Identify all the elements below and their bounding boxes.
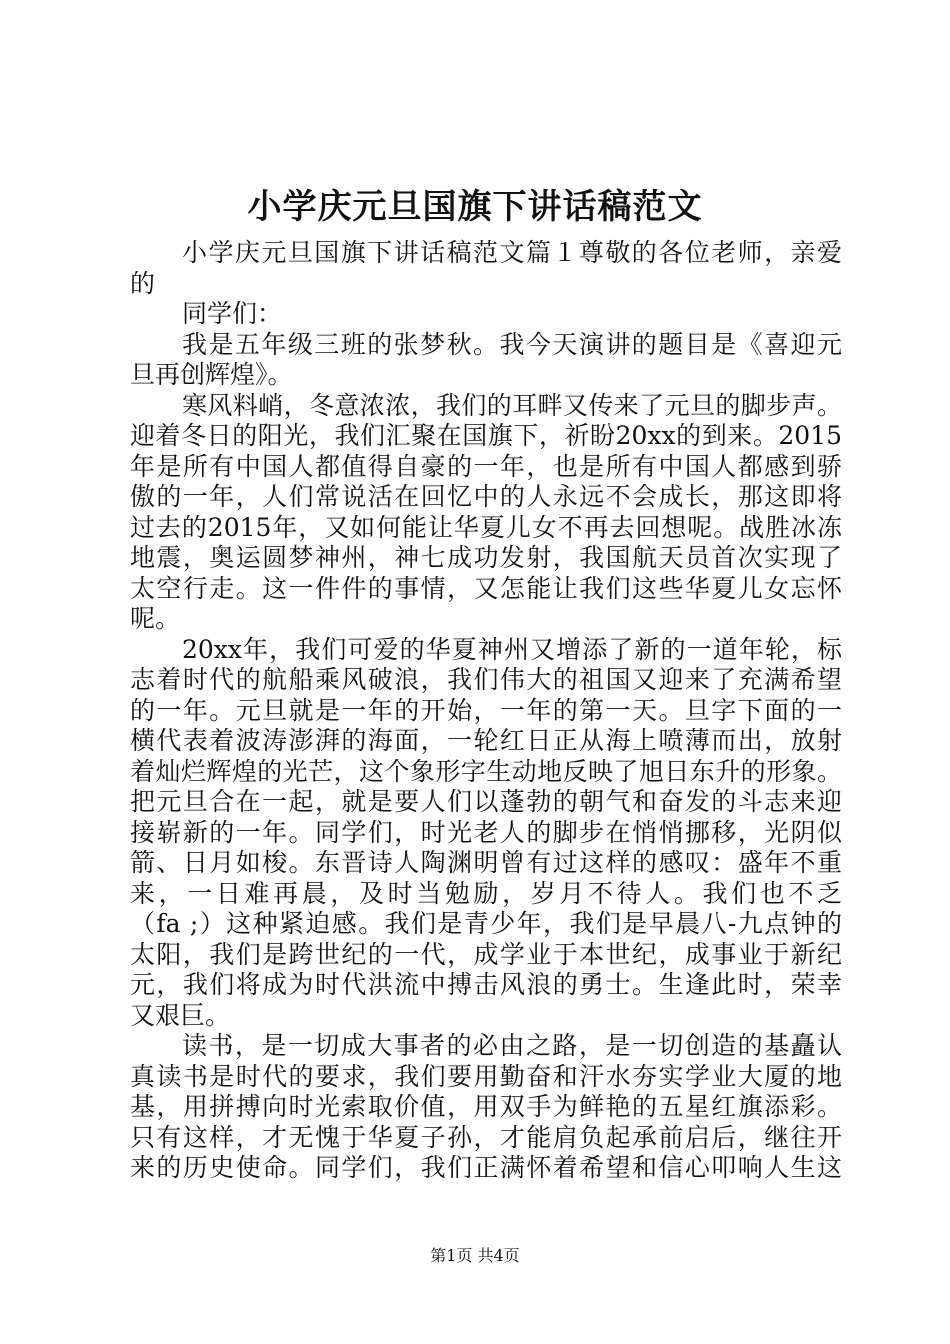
- text-line: 又艰巨。: [130, 1000, 231, 1030]
- paragraph-5: [130, 635, 842, 1032]
- text-line: 同学们：: [182, 299, 283, 328]
- text-line: 寒风料峭，冬意浓浓，我们的耳畔又传来了元旦的脚步声。: [182, 390, 842, 420]
- text-line: 我是五年级三班的张梦秋。我今天演讲的题目是《喜迎元: [182, 329, 842, 359]
- paragraph-3: [130, 330, 842, 391]
- text-line: 太阳，我们是跨世纪的一代，成学业于本世纪，成事业于新纪: [130, 939, 842, 969]
- text-line: 小学庆元旦国旗下讲话稿范文篇１尊敬的各位老师，亲爱: [182, 238, 842, 267]
- text-line: 元，我们将成为时代洪流中搏击风浪的勇士。生逢此时，荣幸: [130, 970, 842, 999]
- text-line: 接崭新的一年。同学们，时光老人的脚步在悄悄挪移，光阴似: [130, 817, 842, 847]
- text-line: 过去的2015年，又如何能让华夏儿女不再去回想呢。战胜冰冻: [130, 512, 842, 542]
- text-line: （fa ;）这种紧迫感。我们是青少年，我们是早晨八-九点钟的: [130, 909, 842, 938]
- text-line: 迎着冬日的阳光，我们汇聚在国旗下，祈盼20xx的到来。2015: [130, 421, 842, 450]
- document-body: [130, 238, 842, 1184]
- text-line: 只有这样，才无愧于华夏子孙，才能肩负起承前启后，继往开: [130, 1122, 842, 1152]
- text-line: 地震，奥运圆梦神州，神七成功发射，我国航天员首次实现了: [130, 543, 842, 572]
- text-line: 基，用拼搏向时光索取价值，用双手为鲜艳的五星红旗添彩。: [130, 1092, 842, 1121]
- text-line: 傲的一年，人们常说活在回忆中的人永远不会成长，那这即将: [130, 482, 842, 511]
- text-line: 的一年。元旦就是一年的开始，一年的第一天。旦字下面的一: [130, 695, 842, 725]
- text-line: 读书，是一切成大事者的必由之路，是一切创造的基矗认: [182, 1031, 842, 1060]
- text-line: 横代表着波涛澎湃的海面，一轮红日正从海上喷薄而出，放射: [130, 726, 842, 755]
- text-line: 把元旦合在一起，就是要人们以蓬勃的朝气和奋发的斗志来迎: [130, 787, 842, 816]
- text-line: 来，一日难再晨，及时当勉励，岁月不待人。我们也不乏: [130, 878, 842, 908]
- text-line: 来的历史使命。同学们，我们正满怀着希望和信心叩响人生这: [130, 1153, 842, 1182]
- text-line: 着灿烂辉煌的光芒，这个象形字生动地反映了旭日东升的形象。: [130, 756, 842, 786]
- paragraph-2: [130, 299, 842, 330]
- text-line: 太空行走。这一件件的事情，又怎能让我们这些华夏儿女忘怀: [130, 573, 842, 603]
- text-line: 的: [130, 268, 156, 298]
- text-line: 20xx年，我们可爱的华夏神州又增添了新的一道年轮，标: [182, 634, 842, 664]
- paragraph-1: [130, 238, 842, 299]
- text-line: 箭、日月如梭。东晋诗人陶渊明曾有过这样的感叹：盛年不重: [130, 848, 842, 877]
- paragraph-6: [130, 1031, 842, 1184]
- text-line: 呢。: [130, 604, 181, 633]
- document-title: 小学庆元旦国旗下讲话稿范文: [247, 187, 703, 227]
- text-line: 真读书是时代的要求，我们要用勤奋和汗水夯实学业大厦的地: [130, 1061, 842, 1091]
- paragraph-4: [130, 391, 842, 635]
- text-line: 志着时代的航船乘风破浪，我们伟大的祖国又迎来了充满希望: [130, 665, 842, 694]
- page-number-footer: 第1页 共4页: [430, 1246, 520, 1265]
- text-line: 旦再创辉煌》。: [130, 360, 293, 389]
- text-line: 年是所有中国人都值得自豪的一年，也是所有中国人都感到骄: [130, 451, 842, 481]
